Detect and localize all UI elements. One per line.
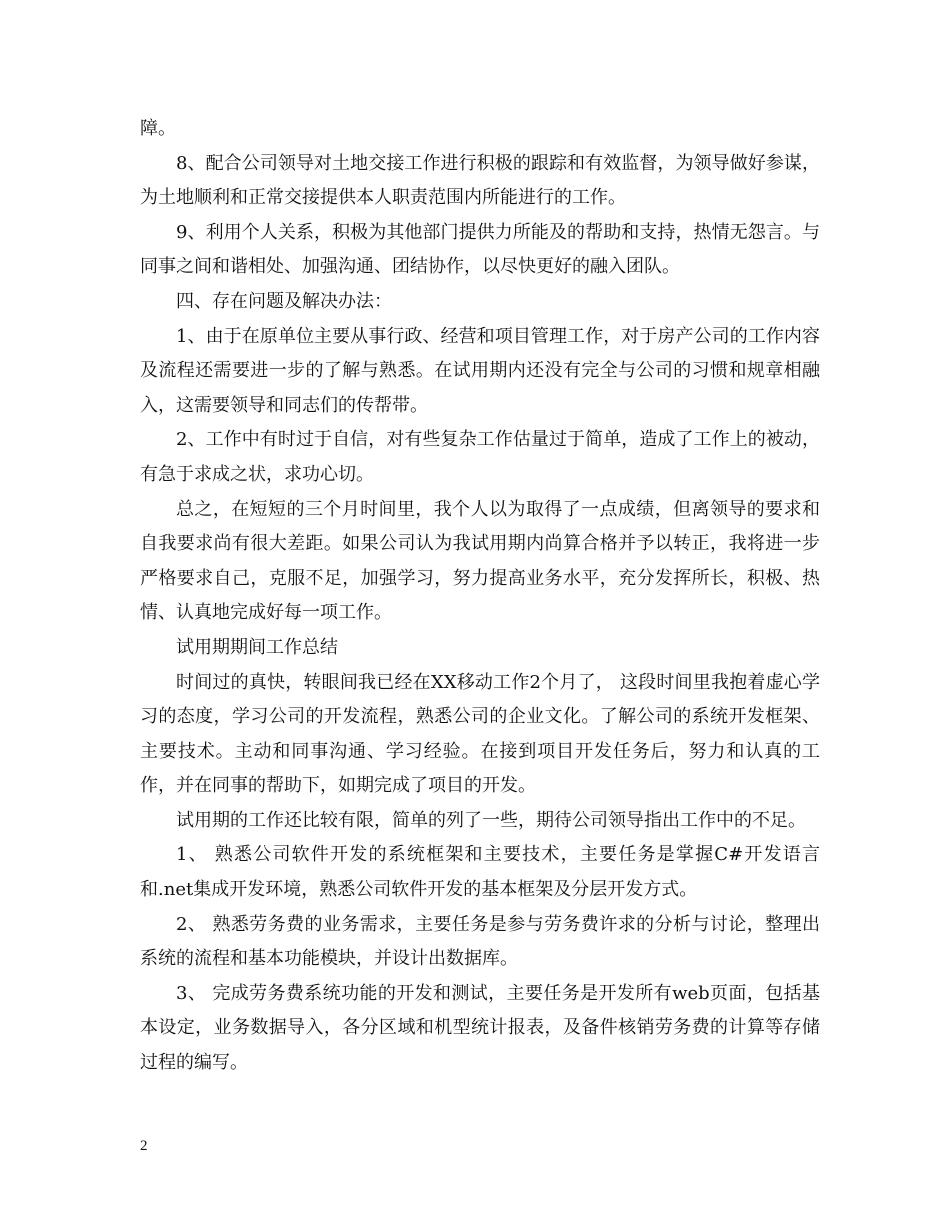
paragraph-1: 8、配合公司领导对土地交接工作进行积极的跟踪和有效监督，为领导做好参谋，为土地顺利和正常交接提供本人职责范围内所能进行的工作。 xyxy=(140,152,820,209)
paragraph-8: 时间过的真快，转眼间我已经在XX移动工作2个月了， 这段时间里我抱着虚心学习的态度，学习公司的开发流程，熟悉公司的企业文化。了解公司的系统开发框架、主要技术。主动和同事沟通、学习经验。在接到项目开发任务后，努力和认真的工作，并在同事的帮助下，如期完成了项目的开发。 xyxy=(140,671,820,797)
paragraph-12: 3、 完成劳务费系统功能的开发和测试，主要任务是开发所有web页面，包括基本设定，业务数据导入，各分区域和机型统计报表，及备件核销劳务费的计算等存储过程的编写。 xyxy=(140,982,820,1074)
section-heading-problems: 四、存在问题及解决办法： xyxy=(176,290,392,312)
document-body xyxy=(140,112,820,1081)
paragraph-2: 9、利用个人关系，积极为其他部门提供力所能及的帮助和支持，热情无怨言。与同事之间和谐相处、加强沟通、团结协作，以尽快更好的融入团队。 xyxy=(140,221,820,278)
section-title-summary: 试用期期间工作总结 xyxy=(176,636,338,658)
paragraph-5: 2、工作中有时过于自信，对有些复杂工作估量过于简单，造成了工作上的被动，有急于求成之状，求功心切。 xyxy=(140,429,820,485)
paragraph-11: 2、 熟悉劳务费的业务需求，主要任务是参与劳务费许求的分析与讨论，整理出系统的流程和基本功能模块，并设计出数据库。 xyxy=(140,913,820,970)
page-number: 2 xyxy=(140,1138,148,1154)
paragraph-4: 1、由于在原单位主要从事行政、经营和项目管理工作，对于房产公司的工作内容及流程还需要进一步的了解与熟悉。在试用期内还没有完全与公司的习惯和规章相融入，这需要领导和同志们的传帮带。 xyxy=(140,325,820,416)
paragraph-6: 总之，在短短的三个月时间里，我个人以为取得了一点成绩，但离领导的要求和自我要求尚有很大差距。如果公司认为我试用期内尚算合格并予以转正，我将进一步严格要求自己，克服不足，加强学习，努力提高业务水平，充分发挥所长，积极、热情、认真地完成好每一项工作。 xyxy=(140,498,820,624)
paragraph-0: 障。 xyxy=(140,118,176,139)
paragraph-9: 试用期的工作还比较有限，简单的列了一些，期待公司领导指出工作中的不足。 xyxy=(176,809,806,831)
paragraph-10: 1、 熟悉公司软件开发的系统框架和主要技术，主要任务是掌握C#开发语言和.net集成开发环境，熟悉公司软件开发的基本框架及分层开发方式。 xyxy=(140,844,820,901)
